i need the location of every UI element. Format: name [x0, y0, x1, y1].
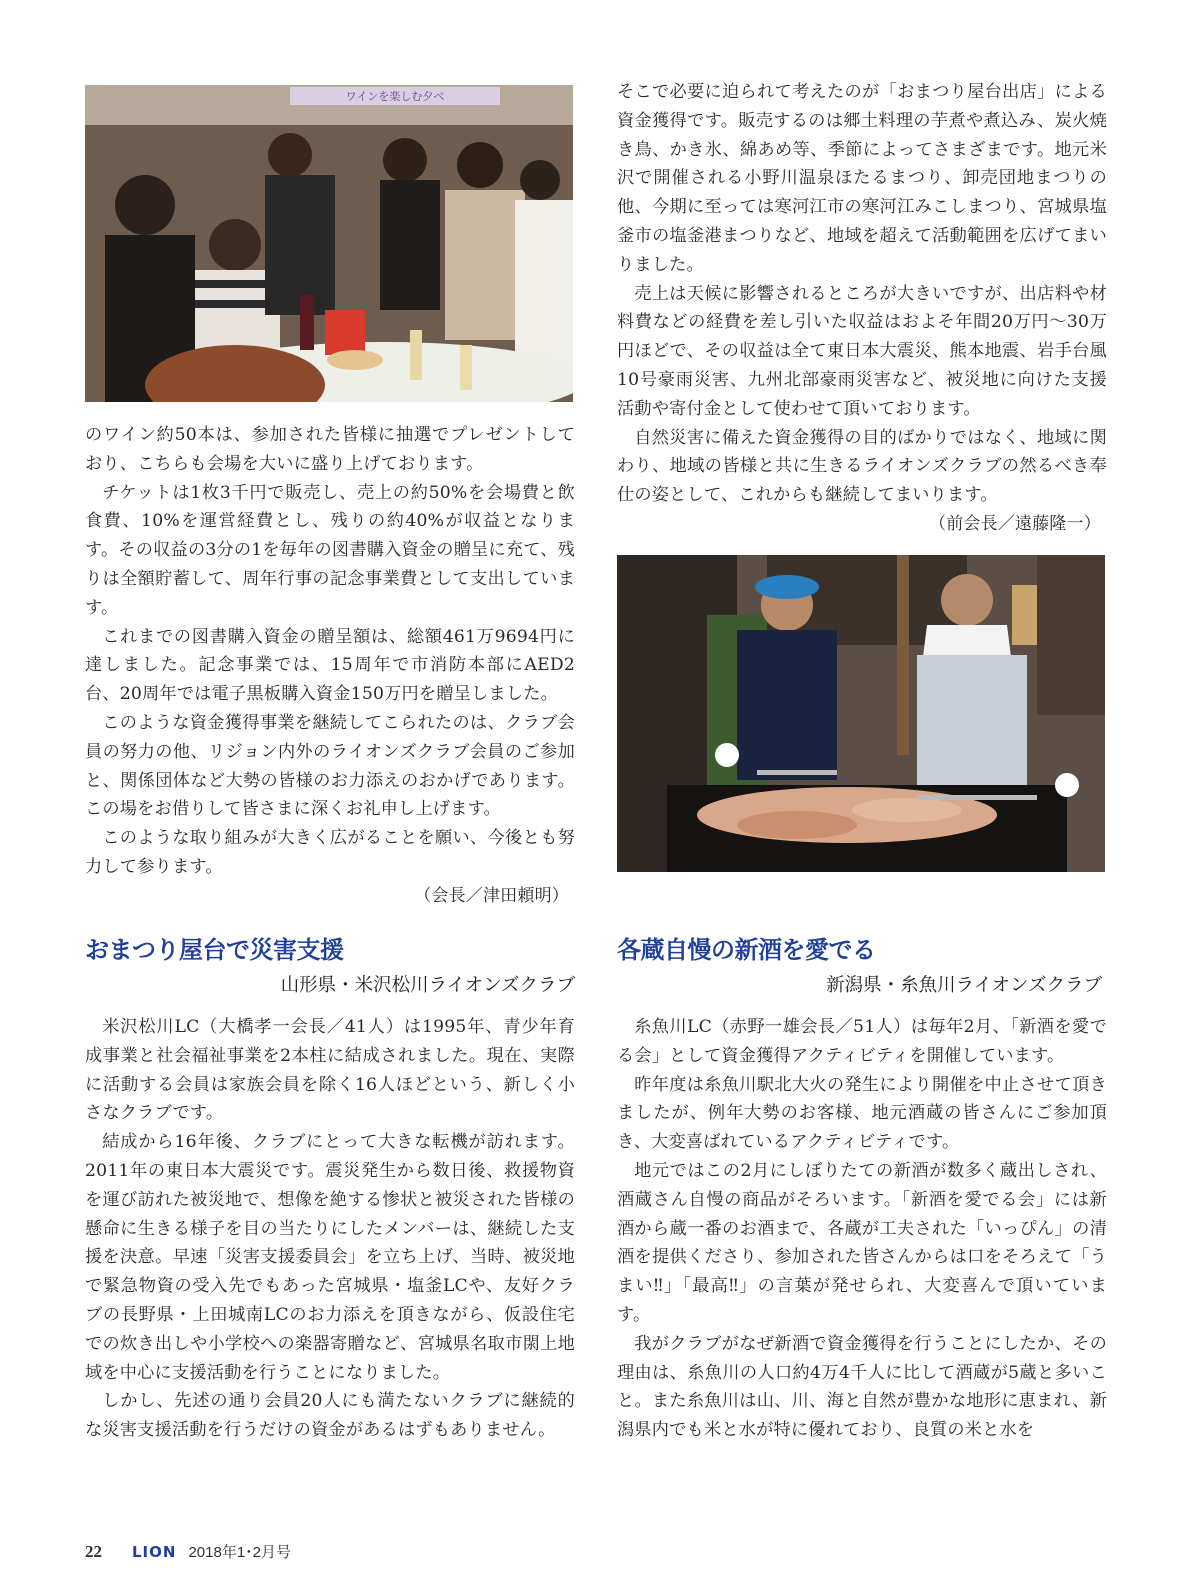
right-section-body	[617, 1013, 1107, 1445]
right-signature: （前会長／遠藤隆一）	[929, 513, 1101, 534]
paragraph: 地元ではこの2月にしぼりたての新酒が数多く蔵出しされ、酒蔵さん自慢の商品がそろいます。「新酒を愛でる会」には新酒から蔵一番のお酒まで、各蔵が工夫された「いっぴん」の清酒を提供くださり、参加された皆さんからは口をそろえて「うまい‼」「最高‼」の言葉が発せられ、大変喜んで頂いています。	[617, 1160, 1107, 1325]
paragraph: のワイン約50本は、参加された皆様に抽選でプレゼントしており、こちらも会場を大いに盛り上げております。	[85, 425, 575, 474]
photo-sign-text: ワインを楽しむ夕べ	[345, 90, 445, 103]
issue-date: 2018年1･2月号	[188, 1544, 292, 1561]
page-number: 22	[85, 1542, 102, 1561]
right-continuation-text	[617, 78, 1107, 539]
paragraph: これまでの図書購入資金の贈呈額は、総額461万9694円に達しました。記念事業では、15周年で市消防本部にAED2台、20周年では電子黒板購入資金150万円を贈呈しました。	[85, 626, 575, 705]
paragraph: 米沢松川LC（大橋孝一会長／41人）は1995年、青少年育成事業と社会福祉事業を2本柱に結成されました。現在、実際に活動する会員は家族会員を除く16人ほどという、新しく小さなクラブです。	[85, 1017, 575, 1124]
paragraph: このような取り組みが大きく広がることを願い、今後とも努力して参ります。	[85, 828, 575, 877]
left-section-body	[85, 1013, 575, 1445]
left-section-title: おまつり屋台で災害支援	[85, 936, 344, 964]
left-continuation-text	[85, 421, 575, 911]
page-footer	[85, 1541, 291, 1562]
wine-party-illustration	[85, 85, 573, 402]
paragraph: 自然災害に備えた資金獲得の目的ばかりではなく、地域に関わり、地域の皆様と共に生きるライオンズクラブの然るべき奉仕の姿として、これからも継続してまいります。	[617, 427, 1107, 506]
left-club-name: 山形県・米沢松川ライオンズクラブ	[280, 975, 575, 996]
paragraph: このような資金獲得事業を継続してこられたのは、クラブ会員の努力の他、リジョン内外のライオンズクラブ会員のご参加と、関係団体など大勢の皆様のお力添えのおかげであります。この場をお借りして皆さまに深くお礼申し上げます。	[85, 712, 575, 820]
festival-grill-illustration	[617, 555, 1105, 872]
right-section-title: 各蔵自慢の新酒を愛でる	[617, 936, 876, 964]
paragraph: 昨年度は糸魚川駅北大火の発生により開催を中止させて頂きましたが、例年大勢のお客様、地元酒蔵の皆さんにご参加頂き、大変喜ばれているアクティビティです。	[617, 1074, 1107, 1153]
paragraph: 売上は天候に影響されるところが大きいですが、出店料や材料費などの経費を差し引いた収益はおよそ年間20万円〜30万円ほどで、その収益は全て東日本大震災、熊本地震、岩手台風10号豪雨災害、九州北部豪雨災害など、被災地に向けた支援活動や寄付金として使わせて頂いております。	[617, 283, 1107, 419]
paragraph: 結成から16年後、クラブにとって大きな転機が訪れます。2011年の東日本大震災です。震災発生から数日後、救援物資を運び訪れた被災地で、想像を絶する惨状と被災された皆様の懸命に生きる様子を目の当たりにしたメンバーは、継続した支援を決意。早速「災害支援委員会」を立ち上げ、当時、被災地で緊急物資の受入先でもあった宮城県・塩釜LCや、友好クラブの長野県・上田城南LCのお力添えを頂きながら、仮設住宅での炊き出しや小学校への楽器寄贈など、宮城県名取市閖上地域を中心に支援活動を行うことになりました。	[85, 1132, 575, 1383]
right-club-name: 新潟県・糸魚川ライオンズクラブ	[826, 975, 1102, 996]
paragraph: そこで必要に迫られて考えたのが「おまつり屋台出店」による資金獲得です。販売するのは郷土料理の芋煮や煮込み、炭火焼き鳥、かき氷、綿あめ等、季節によってさまざまです。地元米沢で開催される小野川温泉ほたるまつり、卸売団地まつりの他、今期に至っては寒河江市の寒河江みこしまつり、宮城県塩釜市の塩釜港まつりなど、地域を超えて活動範囲を広げてまいりました。	[617, 82, 1107, 275]
festival-grill-photo	[617, 555, 1105, 872]
paragraph: しかし、先述の通り会員20人にも満たないクラブに継続的な災害支援活動を行うだけの資金があるはずもありません。	[85, 1391, 575, 1441]
paragraph: 我がクラブがなぜ新酒で資金獲得を行うことにしたか、その理由は、糸魚川の人口約4万4千人に比して酒蔵が5蔵と多いこと。また糸魚川は山、川、海と自然が豊かな地形に恵まれ、新潟県内でも米と水が特に優れており、良質の米と水を	[617, 1333, 1107, 1441]
magazine-logo: LION	[132, 1543, 177, 1561]
wine-party-photo	[85, 85, 573, 402]
paragraph: 糸魚川LC（赤野一雄会長／51人）は毎年2月、「新酒を愛でる会」として資金獲得アクティビティを開催しています。	[617, 1017, 1107, 1066]
paragraph: チケットは1枚3千円で販売し、売上の約50%を会場費と飲食費、10%を運営経費とし、残りの約40%が収益となります。その収益の3分の1を毎年の図書購入資金の贈呈に充て、残りは全額貯蓄して、周年行事の記念事業費として支出しています。	[85, 482, 576, 618]
left-signature: （会長／津田頼明）	[414, 885, 569, 906]
